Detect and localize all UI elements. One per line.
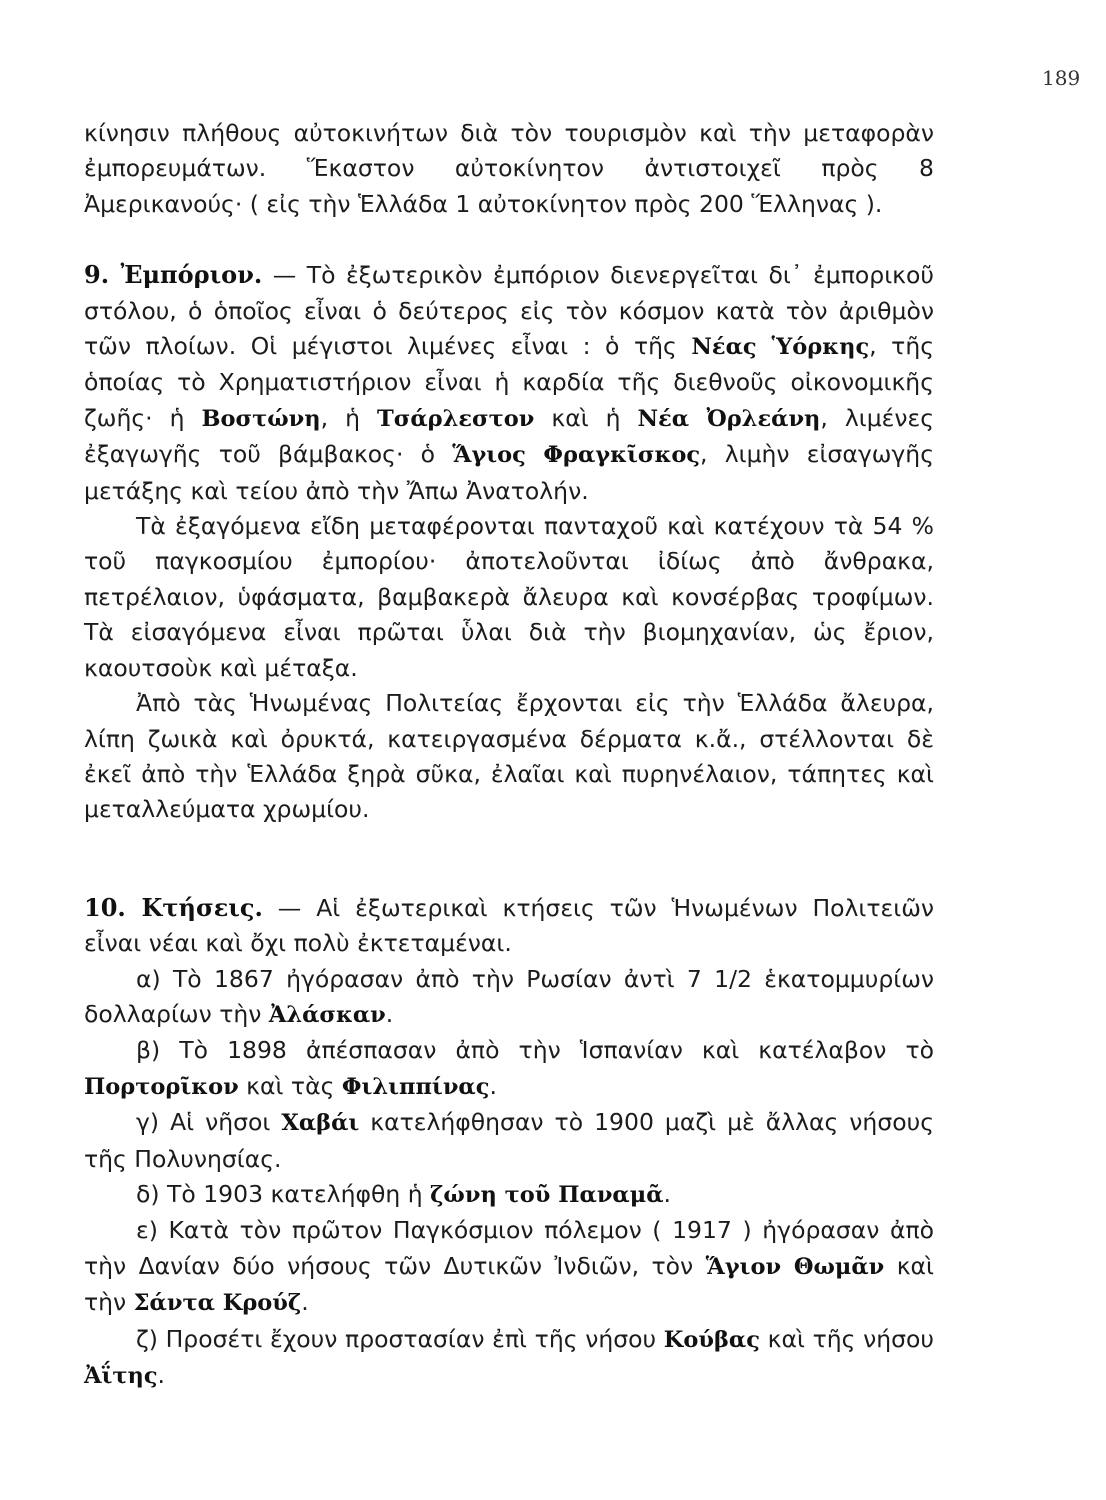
place-charleston: Τσάρλεστον bbox=[376, 405, 535, 432]
paragraph-text: καὶ ἡ bbox=[534, 403, 638, 432]
place-san-francisco: Ἅγιος Φραγκῖσκος bbox=[452, 442, 701, 469]
paragraph-text: Ἀπὸ τὰς Ἡνωμένας Πολιτείας ἔρχονται εἰς τὴν Ἑλλάδα ἄλευρα, λίπη ζωικὰ καὶ ὀρυκτά, κατειργασμένα δέρματα κ.ἄ., στέλλονται δὲ ἐκεῖ ἀπὸ τὴν Ἑλλάδα ξηρὰ σῦκα, ἐλαῖαι καὶ πυρηνέλαιον, τάπητες καὶ μεταλλεύματα χρωμίου. bbox=[84, 689, 934, 824]
paragraph-text: ζ) Προσέτι ἔχουν προστασίαν ἐπὶ τῆς νήσου bbox=[136, 1324, 664, 1353]
section-heading-trade: 9. Ἐμπόριον. bbox=[84, 260, 263, 290]
page-body bbox=[84, 116, 934, 1394]
paragraph-exports bbox=[84, 509, 934, 686]
paragraph-text: α) Τὸ 1867 ἠγόρασαν ἀπὸ τὴν Ρωσίαν ἀντὶ 7 1/2 ἑκατομμυρίων δολλαρίων τὴν bbox=[84, 964, 934, 1028]
section-trade bbox=[84, 257, 934, 509]
paragraph-text: — Αἱ ἐξωτερικαὶ κτήσεις τῶν Ἡνωμένων Πολιτειῶν εἶναι νέαι καὶ ὄχι πολὺ ἐκτεταμέναι. bbox=[84, 893, 934, 958]
place-puerto-rico: Πορτορῖκον bbox=[84, 1073, 239, 1100]
paragraph-text: , ἡ bbox=[320, 403, 377, 432]
paragraph-text: , λιμὴν εἰσαγωγῆς μετάξης καὶ τείου ἀπὸ τὴν Ἄπω Ἀνατολήν. bbox=[84, 440, 934, 505]
place-haiti: Ἀΐτης bbox=[84, 1363, 158, 1389]
list-item-puerto-rico: β) Τὸ 1898 ἀπέσπασαν ἀπὸ τὴν Ἱσπανίαν καὶ κατέλαβον τὸ Πορτορῖκον καὶ τὰς Φιλιππίνας. bbox=[84, 1036, 934, 1100]
list-item-alaska: α) Τὸ 1867 ἠγόρασαν ἀπὸ τὴν Ρωσίαν ἀντὶ 7 1/2 ἑκατομμυρίων δολλαρίων τὴν Ἀλάσκαν. bbox=[84, 964, 934, 1028]
paragraph-text: γ) Αἱ νῆσοι bbox=[136, 1108, 282, 1137]
paragraph-greece-trade bbox=[84, 686, 934, 828]
place-alaska: Ἀλάσκαν bbox=[268, 1001, 386, 1028]
paragraph-automobiles bbox=[84, 116, 934, 222]
list-item-protectorates: ζ) Προσέτι ἔχουν προστασίαν ἐπὶ τῆς νήσου Κούβας καὶ τῆς νήσου Ἀΐτης. bbox=[84, 1324, 935, 1389]
page-number: 189 bbox=[1042, 66, 1081, 90]
list-item-virgin-islands: ε) Κατὰ τὸν πρῶτον Παγκόσμιον πόλεμον ( 1917 ) ἠγόρασαν ἀπὸ τὴν Δανίαν δύο νήσους τῶν Δυτικῶν Ἰνδιῶν, τὸν Ἅγιον Θωμᾶν καὶ τὴν Σάντα Κρούζ. bbox=[84, 1216, 935, 1317]
place-philippines: Φιλιππίνας bbox=[341, 1073, 490, 1100]
list-item-panama: δ) Τὸ 1903 κατελήφθη ἡ ζώνη τοῦ Παναμᾶ. bbox=[136, 1179, 672, 1208]
paragraph-text: — Τὸ ἐξωτερικὸν ἐμπόριον διενεργεῖται δι᾽ ἐμπορικοῦ στόλου, ὁ ὁποῖος εἶναι ὁ δεύτερος εἰς τὸν κόσμον κατὰ τὸν ἀριθμὸν τῶν πλοίων. Οἱ μέγιστοι λιμένες εἶναι : ὁ τῆς bbox=[84, 261, 934, 361]
paragraph-text: ε) Κατὰ τὸν πρῶτον Παγκόσμιον πόλεμον ( 1917 ) ἠγόρασαν ἀπὸ τὴν Δανίαν δύο νήσους τῶν Δυτικῶν Ἰνδιῶν, τὸν bbox=[84, 1216, 934, 1280]
section-possessions bbox=[84, 890, 934, 962]
section-heading-possessions: 10. Κτήσεις. bbox=[84, 892, 263, 922]
paragraph-text: δ) Τὸ 1903 κατελήφθη ἡ bbox=[136, 1179, 431, 1208]
place-new-york: Νέας Ὑόρκης bbox=[691, 334, 870, 361]
place-cuba: Κούβας bbox=[663, 1326, 760, 1353]
paragraph-text: , τῆς ὁποίας τὸ Χρηματιστήριον εἶναι ἡ καρδία τῆς διεθνοῦς οἰκονομικῆς ζωῆς· ἡ bbox=[84, 332, 935, 432]
paragraph-text: β) Τὸ 1898 ἀπέσπασαν ἀπὸ τὴν Ἱσπανίαν καὶ κατέλαβον τὸ bbox=[136, 1036, 934, 1065]
place-saint-thomas: Ἅγιον Θωμᾶν bbox=[705, 1253, 885, 1280]
place-hawaii: Χαβάι bbox=[281, 1110, 360, 1137]
paragraph-text: , λιμένες ἐξαγωγῆς τοῦ βάμβακος· ὁ bbox=[84, 403, 935, 469]
paragraph-text: κίνησιν πλήθους αὐτοκινήτων διὰ τὸν τουρισμὸν καὶ τὴν μεταφορὰν ἐμπορευμάτων. Ἕκαστον αὐτοκίνητον ἀντιστοιχεῖ πρὸς 8 Ἀμερικανούς· ( εἰς τὴν Ἑλλάδα 1 αὐτοκίνητον πρὸς 200 Ἕλληνας ). bbox=[84, 119, 934, 218]
place-boston: Βοστώνη bbox=[201, 405, 321, 432]
list-item-hawaii: γ) Αἱ νῆσοι Χαβάι κατελήφθησαν τὸ 1900 μαζὶ μὲ ἄλλας νήσους τῆς Πολυνησίας. bbox=[84, 1108, 934, 1173]
place-panama-zone: ζώνη τοῦ Παναμᾶ bbox=[430, 1181, 664, 1208]
place-santa-cruz: Σάντα Κρούζ bbox=[133, 1290, 302, 1317]
paragraph-text: Τὰ ἐξαγόμενα εἴδη μεταφέρονται πανταχοῦ καὶ κατέχουν τὰ 54 % τοῦ παγκοσμίου ἐμπορίου· ἀποτελοῦνται ἰδίως ἀπὸ ἄνθρακα, πετρέλαιον, ὑφάσματα, βαμβακερὰ ἄλευρα καὶ κονσέρβας τροφίμων. Τὰ εἰσαγόμενα εἶναι πρῶται ὗλαι διὰ τὴν βιομηχανίαν, ὡς ἔριον, καουτσοὺκ καὶ μέταξα. bbox=[84, 512, 934, 682]
place-new-orleans: Νέα Ὀρλεάνη bbox=[637, 405, 821, 432]
